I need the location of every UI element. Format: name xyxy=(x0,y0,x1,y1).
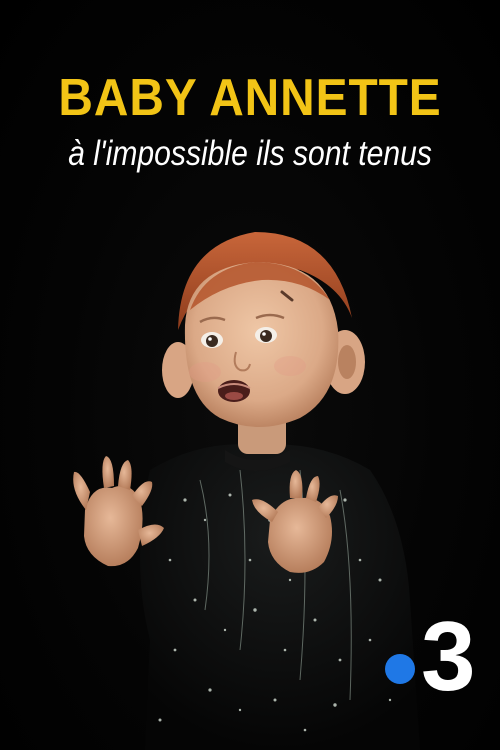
poster-subtitle: à l'impossible ils sont tenus xyxy=(68,134,432,173)
poster-title: BABY ANNETTE xyxy=(58,69,442,127)
france-3-logo xyxy=(385,601,495,712)
costume xyxy=(140,444,420,750)
channel-dot-icon xyxy=(385,654,415,684)
channel-number: 3 xyxy=(421,601,476,711)
